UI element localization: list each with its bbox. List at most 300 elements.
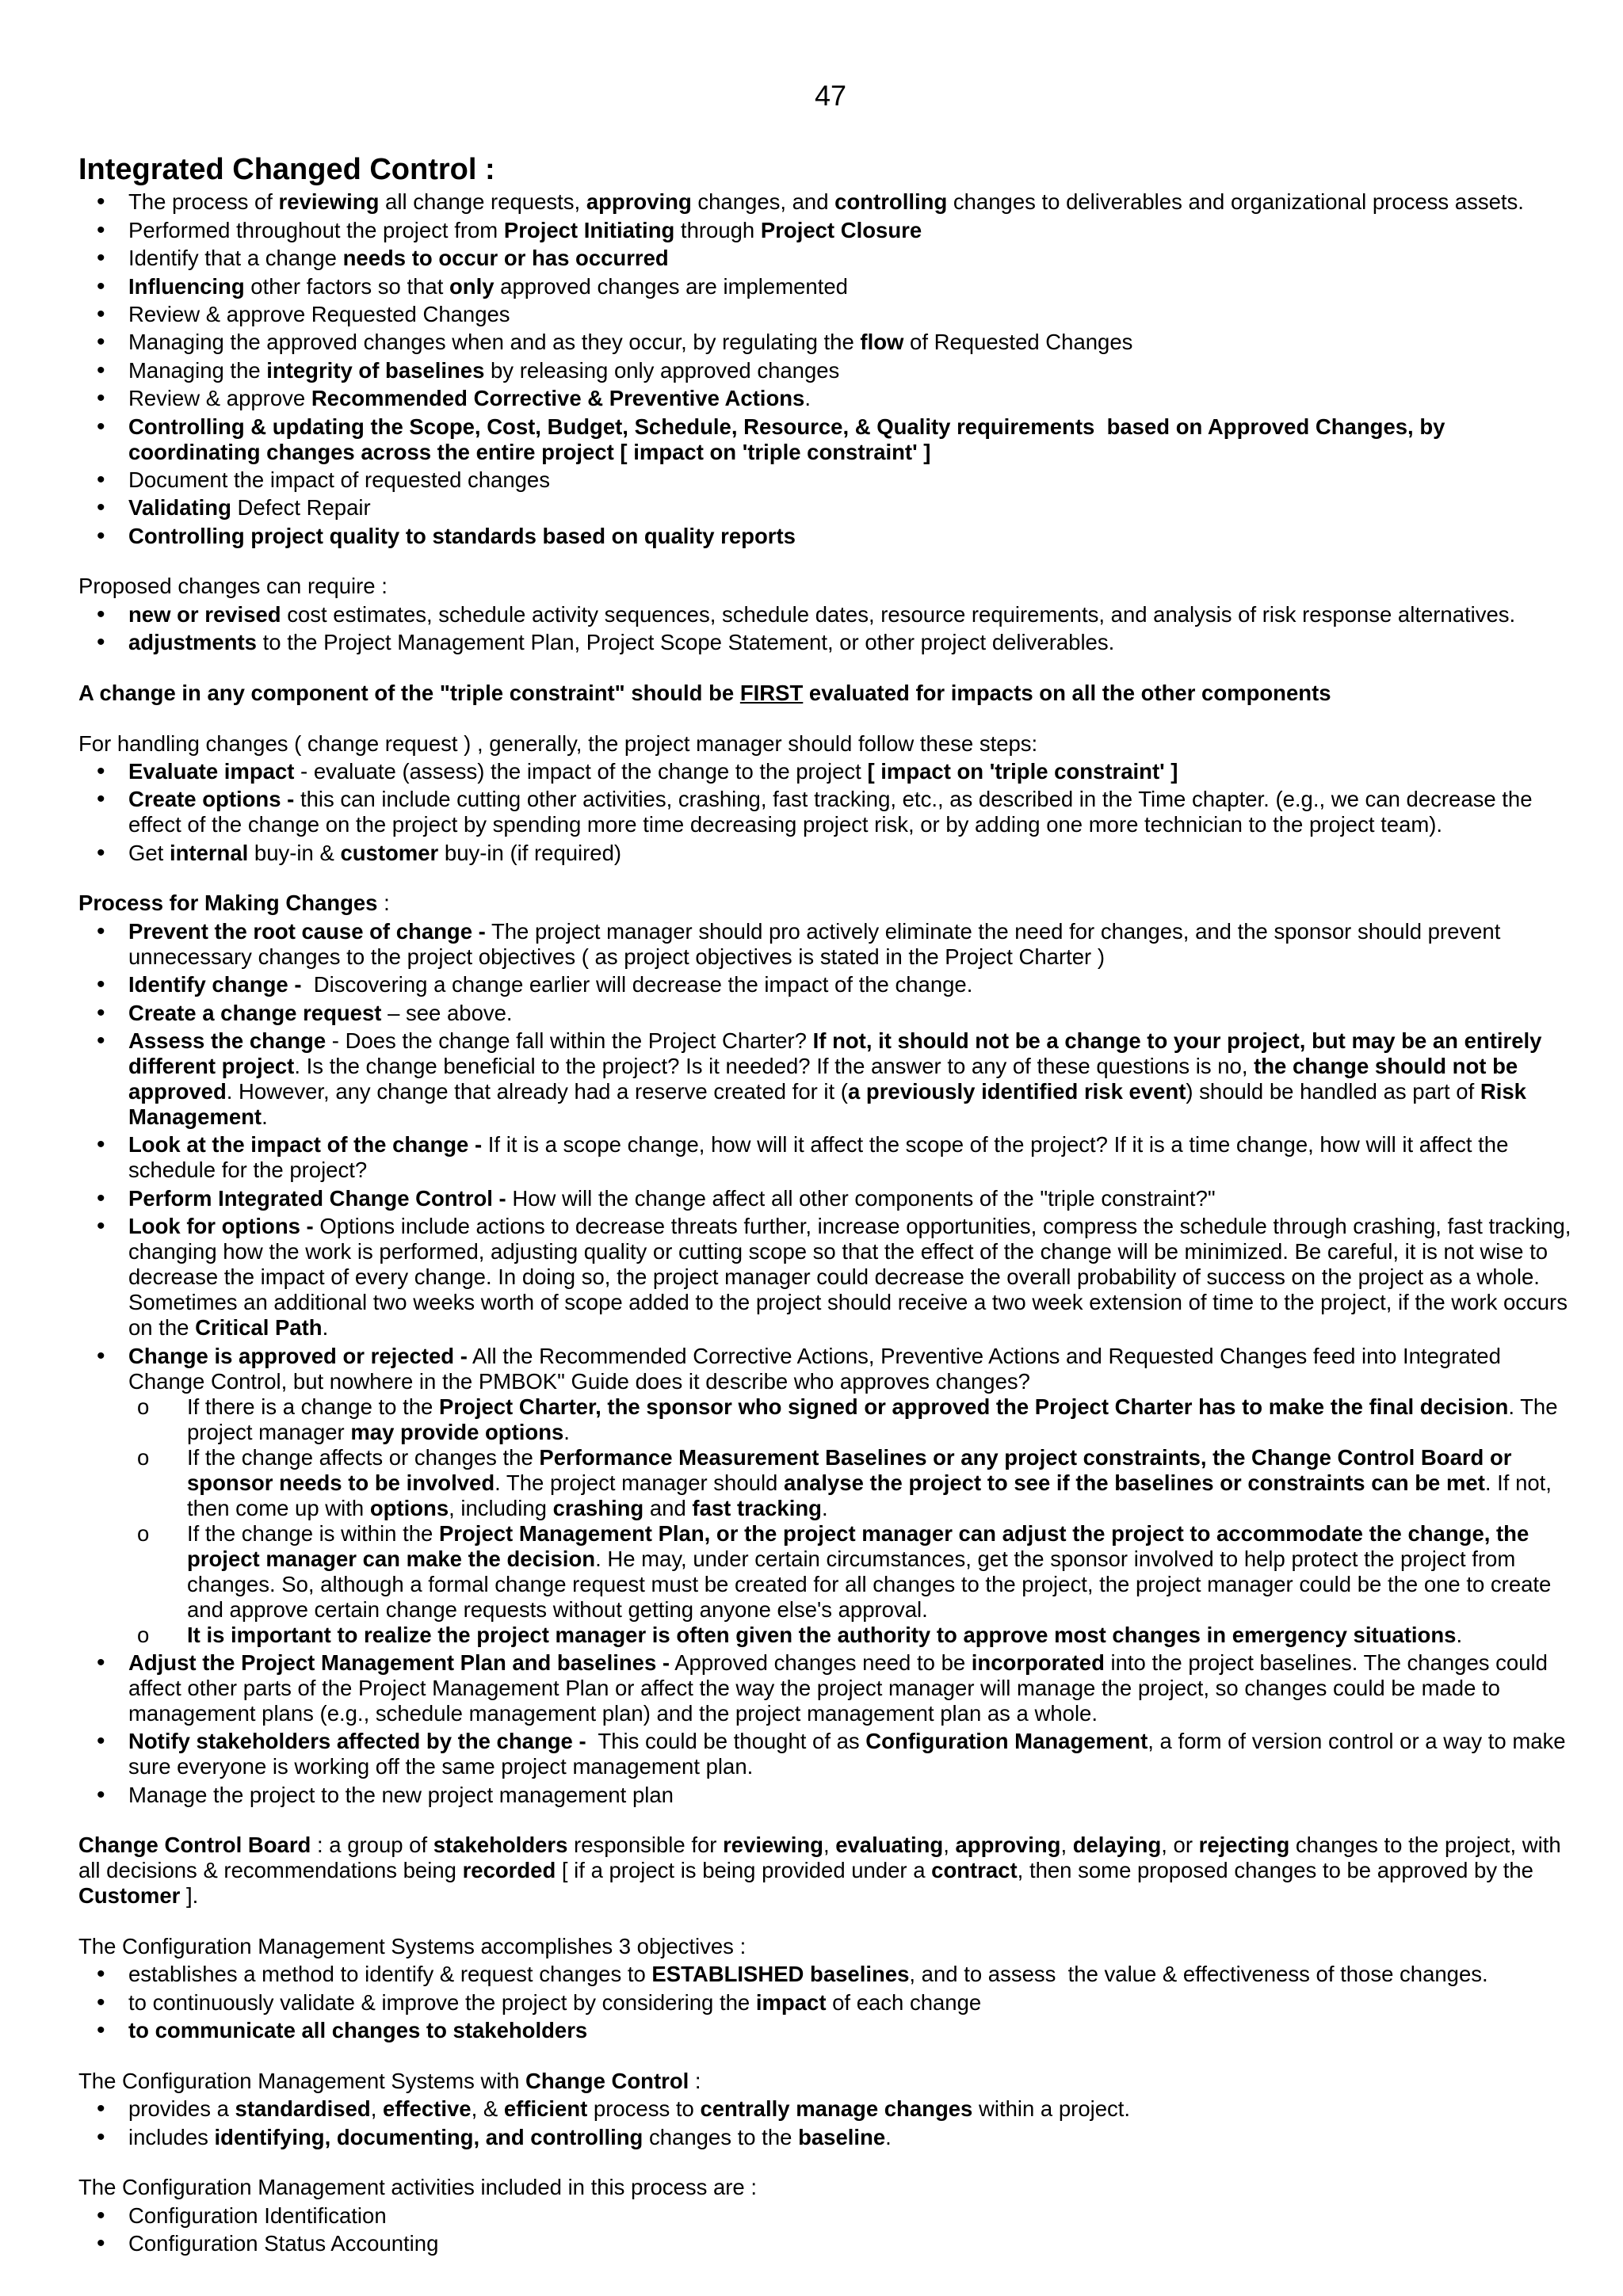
bullet-item <box>78 358 1616 383</box>
bold-text: flow <box>860 330 904 355</box>
bullet-item <box>78 302 1616 327</box>
bold-text: may provide options <box>350 1419 564 1444</box>
text-line <box>128 1754 1616 1779</box>
text-line <box>128 495 1616 521</box>
bold-text: Project Management Plan, or the project manager can adjust the project to accommodate the change, the <box>438 1520 1529 1546</box>
text-run: , <box>823 1833 836 1858</box>
text-line <box>187 1445 1616 1470</box>
text-run: Options include actions to decrease threats further, increase opportunities, compress the schedule through crashing, fast tracking, <box>313 1214 1571 1239</box>
text-run: by releasing only approved changes <box>484 357 840 383</box>
bold-text: Prevent the root cause of change - <box>128 918 486 944</box>
bold-text: to communicate all changes to stakeholders <box>128 2018 588 2043</box>
bold-text: analyse the project to see if the baselines or constraints can be met <box>784 1470 1485 1495</box>
text-run: – see above. <box>381 1000 513 1025</box>
text-line <box>128 944 1616 970</box>
bold-text: the change should not be <box>1254 1053 1518 1078</box>
section <box>78 1833 1616 1909</box>
text-run: How will the change affect all other components of the "triple constraint?" <box>506 1185 1216 1211</box>
text-run: If the change is within the <box>187 1520 439 1546</box>
text-run: schedule for the project? <box>128 1158 368 1183</box>
bold-text: approved <box>128 1078 227 1104</box>
bold-text: [ impact on 'triple constraint' ] <box>867 758 1178 784</box>
text-run: process to <box>587 2096 701 2122</box>
bullet-item <box>78 1729 1616 1779</box>
text-run: sure everyone is working off the same project management plan. <box>128 1754 754 1779</box>
text-line <box>128 630 1616 655</box>
bullet-icon: • <box>97 917 105 944</box>
text-run: effect of the change on the project by spending more time decreasing project risk, or by adding one more technician to the project team). <box>128 812 1443 837</box>
bullet-item <box>78 330 1616 355</box>
bold-text: baseline <box>798 2124 886 2149</box>
text-line <box>128 1676 1616 1701</box>
text-run: changes to the <box>643 2124 799 2149</box>
bullet-icon: • <box>97 1989 105 2016</box>
bold-text: only <box>449 273 495 299</box>
bullet-icon: • <box>97 273 105 299</box>
text-run: all change requests, <box>379 189 586 215</box>
text-run: The Configuration Management Systems accomplishes 3 objectives : <box>78 1934 747 1959</box>
text-line <box>128 1962 1616 1987</box>
text-run: : <box>377 891 390 916</box>
bullet-icon: • <box>97 357 105 383</box>
bullet-item <box>78 246 1616 271</box>
bullet-icon: • <box>97 522 105 549</box>
bullet-icon: • <box>97 216 105 243</box>
section <box>78 731 1616 866</box>
bullet-icon: • <box>97 2123 105 2150</box>
text-line <box>128 919 1616 944</box>
text-run: other factors so that <box>244 273 449 299</box>
bullet-item <box>78 2125 1616 2150</box>
text-run: , & <box>471 2096 504 2122</box>
bullet-item <box>78 2231 1616 2256</box>
text-line <box>128 467 1616 493</box>
text-run: changing how the work is performed, adjusting quality or cutting scope so that the effect of the change will be minimized. Be careful, it is not wise to <box>128 1239 1549 1264</box>
paragraph-line <box>78 891 1616 916</box>
sub-bullet-item <box>128 1521 1616 1623</box>
bold-text: options <box>369 1495 449 1520</box>
document-sections <box>78 189 1616 2256</box>
bold-text: Notify stakeholders affected by the change - <box>128 1729 586 1754</box>
bold-text: Change is approved or rejected - <box>128 1343 468 1368</box>
text-line <box>128 812 1616 837</box>
bold-text: Evaluate impact <box>128 758 295 784</box>
bullet-item <box>78 1990 1616 2016</box>
bullet-icon: • <box>97 2096 105 2122</box>
text-line <box>128 1315 1616 1341</box>
text-line <box>128 2231 1616 2256</box>
text-run: Manage the project to the new project management plan <box>128 1782 674 1807</box>
bullet-icon: • <box>97 971 105 998</box>
bold-text: Change Control Board <box>78 1833 311 1858</box>
text-line <box>128 1239 1616 1264</box>
bold-text: Adjust the Project Management Plan and baselines - <box>128 1650 670 1675</box>
bullet-item <box>78 386 1616 411</box>
bullet-item <box>78 2203 1616 2229</box>
text-run: buy-in & <box>248 840 341 865</box>
text-run: Configuration Identification <box>128 2203 387 2228</box>
bold-text: Perform Integrated Change Control - <box>128 1185 506 1211</box>
section <box>78 681 1616 706</box>
text-line <box>187 1496 1616 1521</box>
bold-text: Management <box>128 1104 262 1129</box>
text-line <box>128 841 1616 866</box>
bullet-icon: • <box>97 786 105 813</box>
text-line <box>128 602 1616 627</box>
text-run: Review & approve Requested Changes <box>128 301 510 326</box>
text-line <box>128 1344 1616 1369</box>
text-run: , a form of version control or a way to make <box>1148 1729 1566 1754</box>
text-run: Managing the approved changes when and as they occur, by regulating the <box>128 330 861 355</box>
bold-text: project manager can make the decision <box>187 1546 596 1571</box>
bullet-item <box>78 1214 1616 1341</box>
bold-text: Risk <box>1480 1078 1526 1104</box>
bold-text: Critical Path <box>195 1315 323 1341</box>
text-line <box>128 759 1616 784</box>
bold-text: sponsor needs to be involved <box>187 1470 495 1495</box>
text-run: [ if a project is being provided under a <box>556 1858 932 1883</box>
text-line <box>128 2096 1616 2122</box>
bullet-icon: • <box>97 385 105 412</box>
text-run: . <box>262 1104 268 1129</box>
text-line <box>187 1623 1616 1648</box>
text-run: : a group of <box>311 1833 433 1858</box>
text-run: on the <box>128 1315 196 1341</box>
bullet-item <box>78 2096 1616 2122</box>
bold-text: customer <box>340 840 439 865</box>
text-run: Defect Repair <box>231 495 371 521</box>
bold-text: It is important to realize the project manager is often given the authority to approve most changes in emergency situations <box>187 1622 1457 1647</box>
bold-text: If not, it should not be a change to your project, but may be an entirely <box>812 1028 1542 1053</box>
bold-text: a previously identified risk event <box>847 1078 1186 1104</box>
text-run: If the change affects or changes the <box>187 1444 540 1470</box>
bullet-icon: • <box>97 2230 105 2257</box>
text-line <box>128 1079 1616 1104</box>
bullet-icon: • <box>97 1728 105 1755</box>
paragraph-line <box>78 1934 1616 1959</box>
underlined-bold-text: FIRST <box>739 680 804 705</box>
bullet-item <box>78 414 1616 465</box>
bold-text: reviewing <box>278 189 380 215</box>
bold-text: controlling <box>834 189 948 215</box>
text-run: establishes a method to identify & request changes to <box>128 1962 652 1987</box>
bullet-item <box>78 1344 1616 1648</box>
bold-text: Look at the impact of the change - <box>128 1132 483 1158</box>
text-line <box>128 524 1616 549</box>
bold-text: Project Closure <box>760 217 922 242</box>
sub-bullet-icon: o <box>137 1394 150 1419</box>
text-run: If it is a scope change, how will it affect the scope of the project? If it is a time change, how will it affect the <box>482 1132 1509 1158</box>
text-run: The Configuration Management Systems with <box>78 2068 526 2093</box>
paragraph-line <box>78 1883 1616 1909</box>
text-line <box>128 330 1616 355</box>
bold-text: Performance Measurement Baselines or any project constraints, the Change Control Board or <box>539 1444 1512 1470</box>
text-line <box>128 1028 1616 1054</box>
text-run: Discovering a change earlier will decrease the impact of the change. <box>301 972 973 997</box>
bold-text: evaluated for impacts on all the other components <box>803 680 1331 705</box>
text-line <box>128 1990 1616 2016</box>
text-line <box>128 787 1616 812</box>
paragraph-line <box>78 2175 1616 2200</box>
bold-text: Look for options - <box>128 1214 314 1239</box>
sub-bullet-icon: o <box>137 1520 150 1546</box>
text-run: , or <box>1161 1833 1199 1858</box>
text-run: affect other parts of the Project Management Plan or affect the way the project manager will manage the project, so changes could be made to <box>128 1675 1500 1700</box>
bullet-item <box>78 524 1616 549</box>
section <box>78 1934 1616 2043</box>
text-run: then come up with <box>187 1495 370 1520</box>
text-line <box>128 1264 1616 1290</box>
text-run: changes, and <box>691 189 835 215</box>
text-line <box>128 414 1616 440</box>
text-run: Get <box>128 840 170 865</box>
bold-text: internal <box>169 840 249 865</box>
section <box>78 2069 1616 2150</box>
text-run: . Is the change beneficial to the project? Is it needed? If the answer to any of these questions is no, <box>294 1053 1254 1078</box>
bold-text: Create a change request <box>128 1000 382 1025</box>
text-run: . He may, under certain circumstances, get the sponsor involved to help protect the project from <box>595 1546 1516 1571</box>
text-run: through <box>674 217 761 242</box>
bullet-item <box>78 189 1616 215</box>
text-run: buy-in (if required) <box>438 840 622 865</box>
bullet-item <box>78 467 1616 493</box>
text-run: . The project manager should <box>495 1470 784 1495</box>
text-line <box>187 1572 1616 1597</box>
bullet-icon: • <box>97 1027 105 1054</box>
bold-text: rejecting <box>1198 1833 1290 1858</box>
text-run: . <box>821 1495 828 1520</box>
text-run: . <box>804 386 811 411</box>
bullet-icon: • <box>97 494 105 521</box>
bold-text: efficient <box>503 2096 588 2122</box>
bold-text: Process for Making Changes <box>78 891 378 916</box>
text-run: decrease the impact of every change. In doing so, the project manager could decrease the overall probability of success on the project as a whole. <box>128 1264 1540 1290</box>
text-run: - evaluate (assess) the impact of the change to the project <box>294 758 868 784</box>
text-run: Document the impact of requested changes <box>128 467 550 492</box>
bullet-icon: • <box>97 1184 105 1211</box>
bold-text: incorporated <box>971 1650 1105 1675</box>
text-line <box>128 358 1616 383</box>
bullet-item <box>78 972 1616 997</box>
sub-bullet-icon: o <box>137 1622 150 1647</box>
bullet-item <box>78 759 1616 784</box>
text-run: of Requested Changes <box>903 330 1133 355</box>
text-run: includes <box>128 2124 215 2149</box>
text-run: If there is a change to the <box>187 1394 439 1419</box>
bold-text: Configuration Management <box>865 1729 1148 1754</box>
bullet-icon: • <box>97 1342 105 1369</box>
bullet-item <box>78 1186 1616 1211</box>
document-body <box>78 152 1616 2256</box>
bullet-item <box>78 841 1616 866</box>
text-line <box>128 1701 1616 1726</box>
bold-text: approving <box>955 1833 1061 1858</box>
text-run: All the Recommended Corrective Actions, Preventive Actions and Requested Changes feed into Integrated <box>467 1343 1501 1368</box>
text-run: and approve certain change requests without getting anyone else's approval. <box>187 1596 928 1622</box>
text-line <box>128 1290 1616 1315</box>
text-line <box>128 440 1616 465</box>
text-run: The project manager should pro actively eliminate the need for changes, and the sponsor should prevent <box>485 918 1501 944</box>
text-run: management plans (e.g., schedule management plan) and the project management plan as a whole. <box>128 1700 1098 1726</box>
text-run: Performed throughout the project from <box>128 217 504 242</box>
bullet-icon: • <box>97 466 105 493</box>
text-line <box>128 1132 1616 1158</box>
text-run: Managing the <box>128 357 267 383</box>
text-run: , and to assess the value & effectiveness of those changes. <box>909 1962 1488 1987</box>
text-line <box>128 1214 1616 1239</box>
text-run: Approved changes need to be <box>670 1650 972 1675</box>
text-line <box>128 218 1616 243</box>
bold-text: Recommended Corrective & Preventive Actions <box>311 386 805 411</box>
text-run: Review & approve <box>128 386 311 411</box>
bullet-icon: • <box>97 1961 105 1988</box>
text-run: , including <box>449 1495 553 1520</box>
bold-text: evaluating <box>835 1833 944 1858</box>
text-line <box>187 1394 1616 1420</box>
text-line <box>128 386 1616 411</box>
text-run: responsible for <box>567 1833 724 1858</box>
text-run: cost estimates, schedule activity sequences, schedule dates, resource requirements, and analysis of risk response alternatives. <box>281 601 1516 627</box>
bold-text: delaying <box>1072 1833 1162 1858</box>
bold-text: Controlling project quality to standards based on quality reports <box>128 523 796 548</box>
bold-text: Customer <box>78 1883 181 1909</box>
bullet-icon: • <box>97 1781 105 1808</box>
section <box>78 189 1616 548</box>
text-line <box>128 2125 1616 2150</box>
text-line <box>128 2018 1616 2043</box>
paragraph-line <box>78 1833 1616 1858</box>
bold-text: Validating <box>128 495 231 521</box>
text-run: changes to deliverables and organizational process assets. <box>947 189 1524 215</box>
text-run: and <box>643 1495 693 1520</box>
bullet-item <box>78 919 1616 970</box>
bold-text: reviewing <box>723 1833 823 1858</box>
paragraph-line <box>78 574 1616 599</box>
text-run: . <box>563 1419 570 1444</box>
bullet-item <box>78 787 1616 837</box>
text-run: ) should be handled as part of <box>1186 1078 1480 1104</box>
bold-text: centrally manage changes <box>700 2096 973 2122</box>
text-run: unnecessary changes to the project objectives ( as project objectives is stated in the Project Charter ) <box>128 944 1106 969</box>
text-line <box>187 1597 1616 1623</box>
bold-text: stakeholders <box>433 1833 568 1858</box>
text-line <box>128 1001 1616 1026</box>
bold-text: standardised <box>235 2096 371 2122</box>
text-run: to the Project Management Plan, Project Scope Statement, or other project deliverables. <box>256 630 1115 655</box>
page-title: Integrated Changed Control : <box>78 153 495 186</box>
bullet-icon: • <box>97 1213 105 1240</box>
text-line <box>128 972 1616 997</box>
bullet-icon: • <box>97 245 105 272</box>
text-run: . <box>885 2124 892 2149</box>
bullet-item <box>78 218 1616 243</box>
bullet-item <box>78 630 1616 655</box>
text-run: . If not, <box>1484 1470 1552 1495</box>
text-line <box>187 1521 1616 1547</box>
bold-text: different project <box>128 1053 295 1078</box>
bullet-icon: • <box>97 1649 105 1676</box>
paragraph-line <box>78 1858 1616 1883</box>
bold-text: integrity of baselines <box>266 357 485 383</box>
bullet-icon: • <box>97 999 105 1026</box>
bullet-item <box>78 602 1616 627</box>
bullet-icon: • <box>97 2017 105 2044</box>
bold-text: Assess the change <box>128 1028 327 1053</box>
text-line <box>187 1420 1616 1445</box>
bold-text: Controlling & updating the Scope, Cost, Budget, Schedule, Resource, & Quality requirements based on Approved Changes, by <box>128 414 1445 439</box>
text-run: , <box>370 2096 383 2122</box>
bullet-icon: • <box>97 413 105 440</box>
paragraph-line <box>78 731 1616 757</box>
bullet-icon: • <box>97 1131 105 1158</box>
text-line <box>128 1104 1616 1130</box>
text-run: . <box>322 1315 329 1341</box>
bold-text: new or revised <box>128 601 281 627</box>
text-run: Change Control, but nowhere in the PMBOK" Guide does it describe who approves changes? <box>128 1368 1030 1394</box>
text-run: . The <box>1508 1394 1558 1419</box>
text-run: of each change <box>826 1989 982 2015</box>
text-line <box>128 302 1616 327</box>
text-run: all decisions & recommendations being <box>78 1858 463 1883</box>
bullet-icon: • <box>97 629 105 656</box>
text-run: - Does the change fall within the Project Charter? <box>326 1028 813 1053</box>
bullet-icon: • <box>97 757 105 784</box>
text-line <box>128 2203 1616 2229</box>
text-run: . <box>1456 1622 1463 1647</box>
bold-text: A change in any component of the "triple constraint" should be <box>78 680 740 705</box>
text-run: this can include cutting other activities, crashing, fast tracking, etc., as described in the Time chapter. (e.g., we can decrease the <box>294 787 1533 812</box>
text-line <box>128 1650 1616 1676</box>
text-run: . However, any change that already had a reserve created for it ( <box>226 1078 848 1104</box>
bullet-item <box>78 1001 1616 1026</box>
page-number: 47 <box>814 79 847 112</box>
bullet-item <box>78 1962 1616 1987</box>
text-line <box>128 246 1616 271</box>
text-run: changes to the project, with <box>1289 1833 1561 1858</box>
bold-text: recorded <box>462 1858 556 1883</box>
text-line <box>128 1054 1616 1079</box>
text-run: : <box>689 2068 701 2093</box>
text-run: within a project. <box>972 2096 1131 2122</box>
bold-text: adjustments <box>128 630 257 655</box>
text-run: Sometimes an additional two weeks worth of scope added to the project should receive a two week extension of time to the project, if the work occurs <box>128 1290 1568 1315</box>
bullet-icon: • <box>97 300 105 327</box>
paragraph-line <box>78 681 1616 706</box>
bold-text: Project Charter, the sponsor who signed or approved the Project Charter has to make the final decision <box>438 1394 1509 1419</box>
bold-text: Identify change - <box>128 972 302 997</box>
bold-text: coordinating changes across the entire project [ impact on 'triple constraint' ] <box>128 439 931 464</box>
bold-text: effective <box>382 2096 472 2122</box>
text-run: ]. <box>180 1883 199 1909</box>
bold-text: impact <box>755 1989 827 2015</box>
text-run: project manager <box>187 1419 351 1444</box>
section <box>78 891 1616 1807</box>
text-run: approved changes are implemented <box>494 273 848 299</box>
text-line <box>128 1369 1616 1394</box>
bullet-icon: • <box>97 601 105 627</box>
bullet-item <box>78 2018 1616 2043</box>
text-run: , then some proposed changes to be approved by the <box>1017 1858 1533 1883</box>
bullet-icon: • <box>97 329 105 356</box>
text-run: This could be thought of as <box>586 1729 866 1754</box>
bold-text: Project Initiating <box>503 217 675 242</box>
section <box>78 2175 1616 2256</box>
bullet-icon: • <box>97 189 105 215</box>
text-run: , <box>943 1833 956 1858</box>
text-run: The Configuration Management activities included in this process are : <box>78 2175 758 2200</box>
text-run: to continuously validate & improve the project by considering the <box>128 1989 756 2015</box>
text-run: For handling changes ( change request ) , generally, the project manager should follow these steps: <box>78 730 1038 756</box>
